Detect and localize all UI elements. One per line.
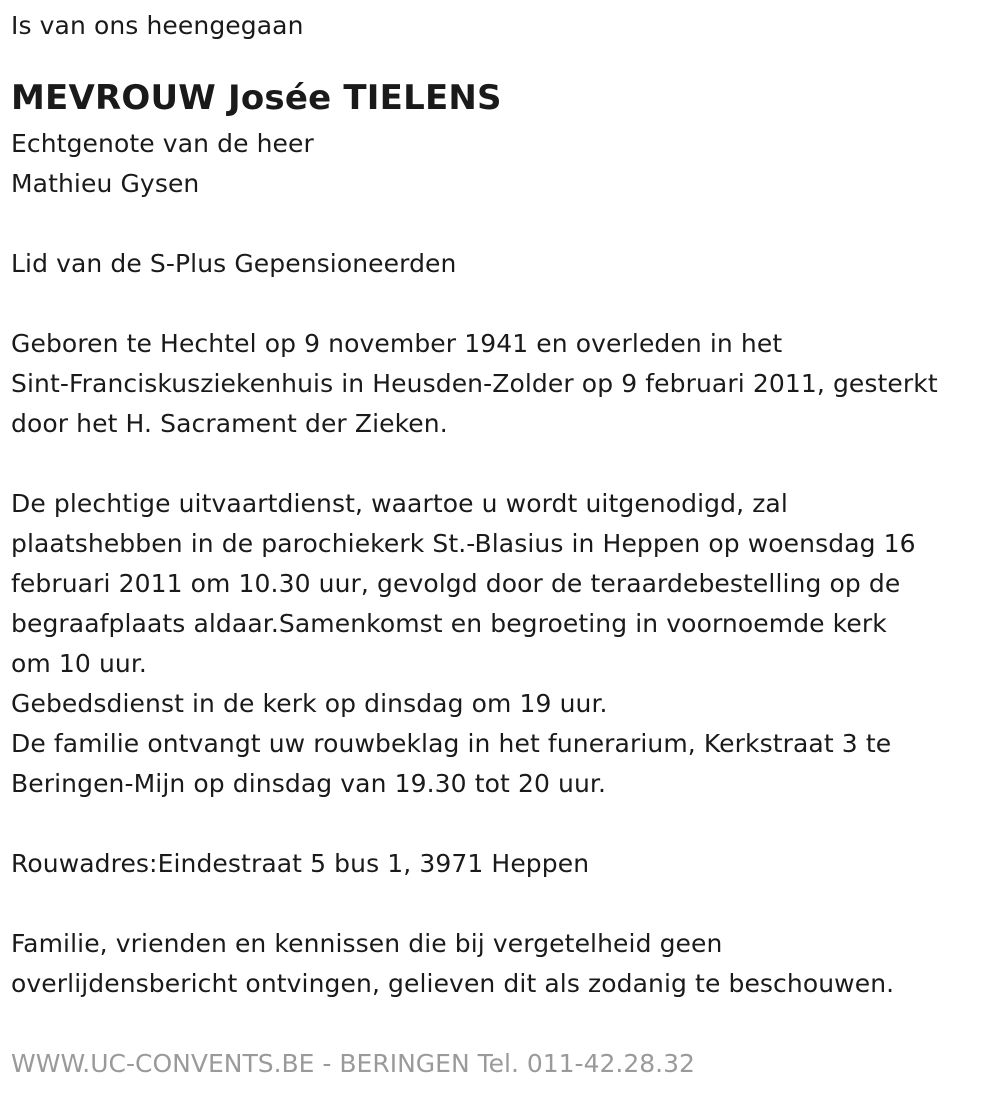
obituary-notice <box>11 6 991 1084</box>
spacer <box>11 284 991 324</box>
birth-death-line-2: Sint-Franciskusziekenhuis in Heusden-Zolder op 9 februari 2011, gesterkt <box>11 369 938 398</box>
spacer <box>11 1004 991 1044</box>
service-line-1: De plechtige uitvaartdienst, waartoe u wordt uitgenodigd, zal <box>11 489 788 518</box>
spacer <box>11 884 991 924</box>
prayer-service-line: Gebedsdienst in de kerk op dinsdag om 19 uur. <box>11 689 608 718</box>
notice-line-1: Familie, vrienden en kennissen die bij vergetelheid geen <box>11 929 723 958</box>
spouse-line-1: Echtgenote van de heer <box>11 129 314 158</box>
service-line-2: plaatshebben in de parochiekerk St.-Blasius in Heppen op woensdag 16 <box>11 529 916 558</box>
intro-text: Is van ons heengegaan <box>11 11 304 40</box>
condolence-line-2: Beringen-Mijn op dinsdag van 19.30 tot 20 uur. <box>11 769 607 798</box>
spouse-line-2: Mathieu Gysen <box>11 169 200 198</box>
mourning-address: Rouwadres:Eindestraat 5 bus 1, 3971 Heppen <box>11 849 590 878</box>
service-line-5: om 10 uur. <box>11 649 147 678</box>
condolence-line-1: De familie ontvangt uw rouwbeklag in het funerarium, Kerkstraat 3 te <box>11 729 892 758</box>
birth-death-line-1: Geboren te Hechtel op 9 november 1941 en overleden in het <box>11 329 783 358</box>
spacer <box>11 444 991 484</box>
deceased-name: MEVROUW Josée TIELENS <box>11 78 502 118</box>
membership-text: Lid van de S-Plus Gepensioneerden <box>11 249 457 278</box>
birth-death-line-3: door het H. Sacrament der Zieken. <box>11 409 448 438</box>
service-line-4: begraafplaats aldaar.Samenkomst en begroeting in voornoemde kerk <box>11 609 887 638</box>
service-line-3: februari 2011 om 10.30 uur, gevolgd door de teraardebestelling op de <box>11 569 901 598</box>
footer-contact: WWW.UC-CONVENTS.BE - BERINGEN Tel. 011-42.28.32 <box>11 1049 695 1078</box>
notice-line-2: overlijdensbericht ontvingen, gelieven dit als zodanig te beschouwen. <box>11 969 895 998</box>
spacer <box>11 804 991 844</box>
spacer <box>11 204 991 244</box>
